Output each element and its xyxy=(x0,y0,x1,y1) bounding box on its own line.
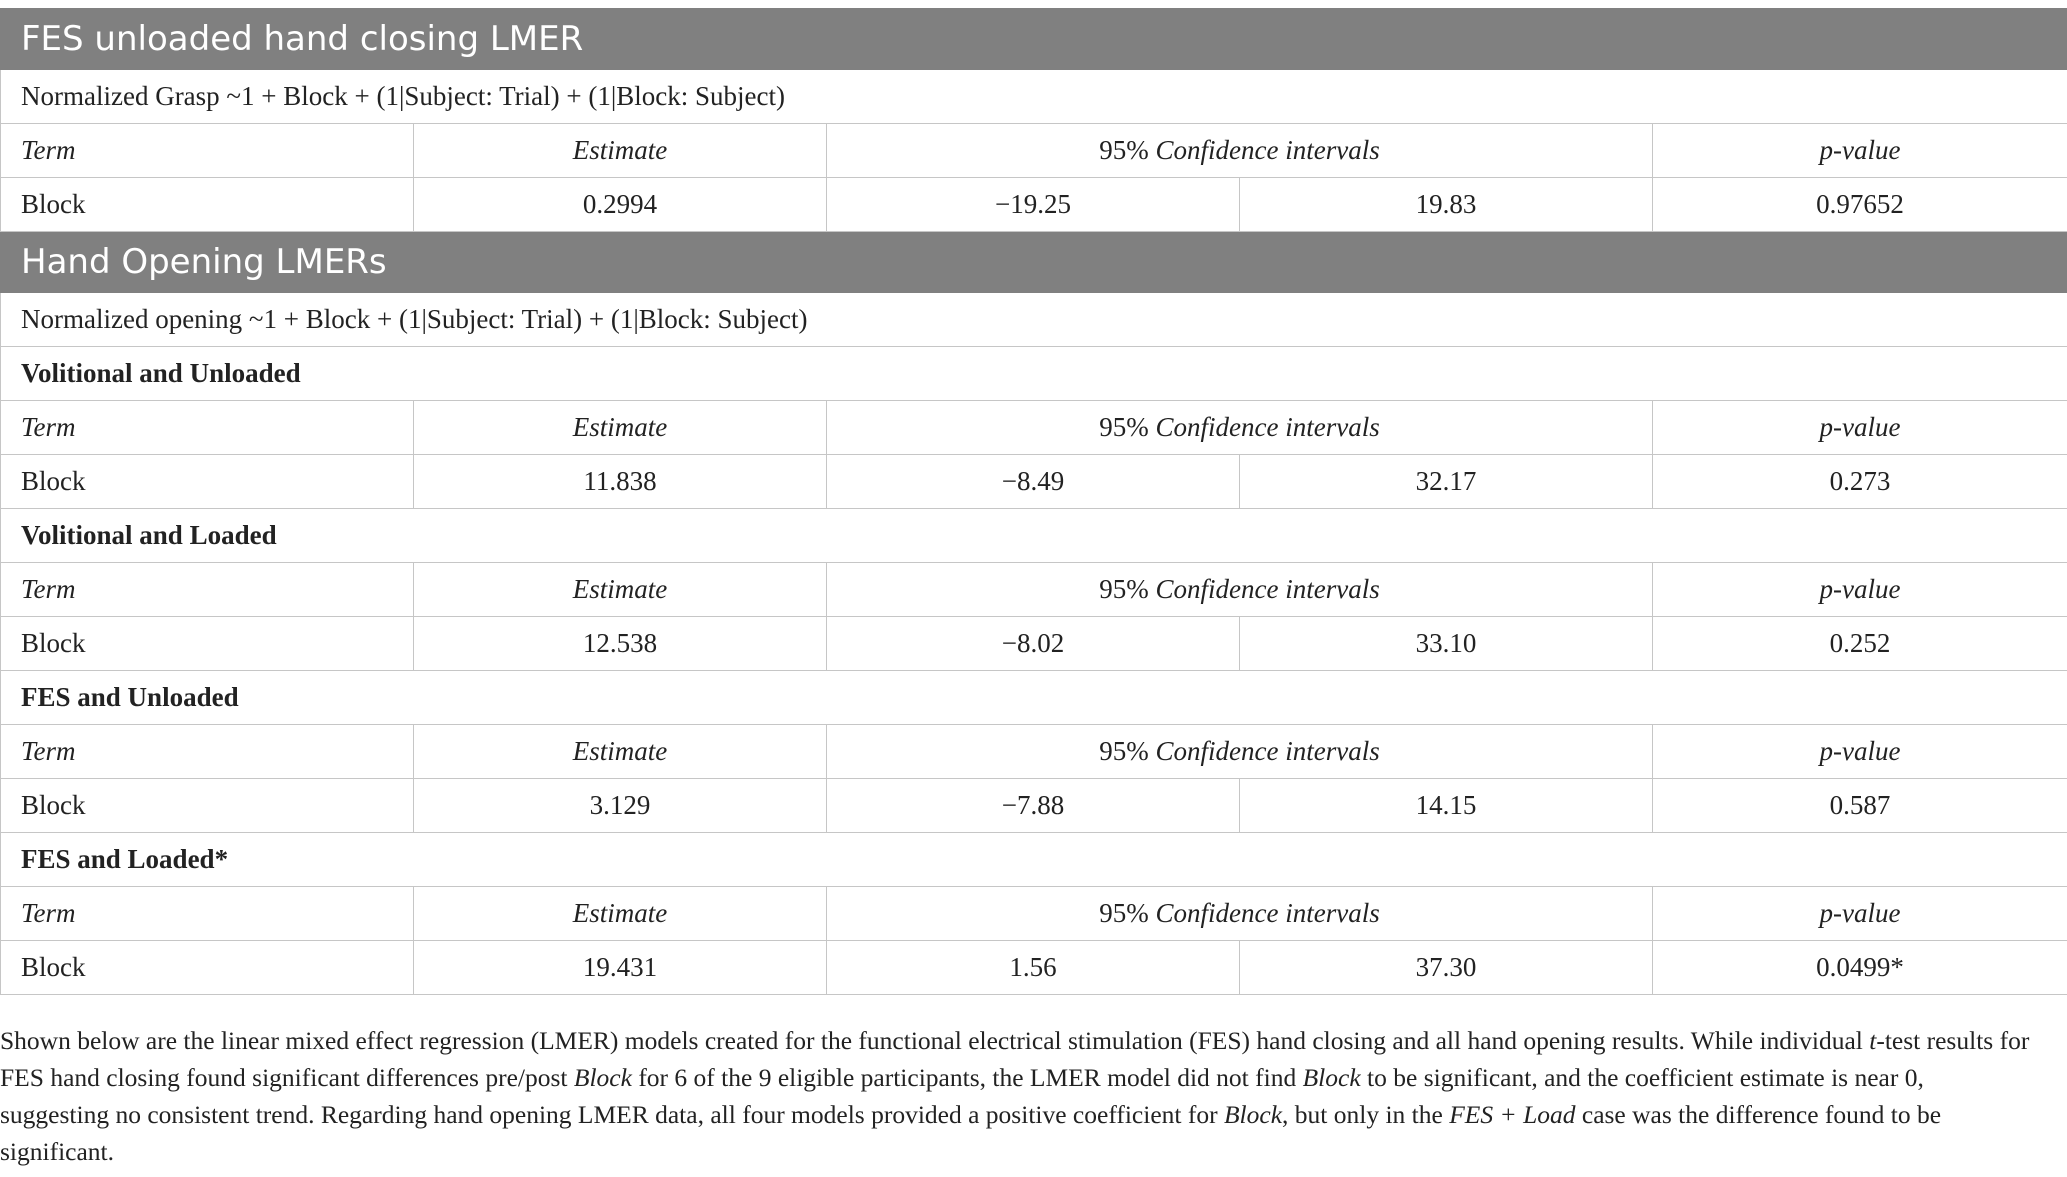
footnote-text: Shown below are the linear mixed effect regression (LMER) models created for the functional electrical stimulation (FES) hand closing and all hand opening results. While individual xyxy=(0,1026,1870,1055)
table-row xyxy=(1,455,2067,509)
table-row xyxy=(1,779,2067,833)
header-estimate: Estimate xyxy=(414,725,827,779)
section-title-opening: Hand Opening LMERs xyxy=(1,232,2067,293)
cell-ci-low: −8.02 xyxy=(827,617,1240,671)
footnote-text: for 6 of the 9 eligible participants, the LMER model did not find xyxy=(631,1063,1303,1092)
cell-pvalue: 0.0499* xyxy=(1653,941,2067,995)
cell-estimate: 12.538 xyxy=(414,617,827,671)
header-pvalue: p-value xyxy=(1653,725,2067,779)
footnote-text: to be significant, and the coefficient estimate is near 0, suggesting no consistent trend. Regarding hand opening LMER data, all four models provided a positive coefficient for xyxy=(0,1063,1924,1129)
header-row xyxy=(1,887,2067,941)
header-pvalue: p-value xyxy=(1653,124,2067,178)
header-ci-prefix: 95% xyxy=(1099,135,1156,165)
cell-pvalue: 0.252 xyxy=(1653,617,2067,671)
footnote-italic: t xyxy=(1869,1026,1877,1055)
table-row xyxy=(1,178,2067,232)
cell-term: Block xyxy=(1,455,414,509)
footnote-text: case was the difference found to be significant. xyxy=(0,1100,1942,1166)
footnote-italic: FES + Load xyxy=(1449,1100,1576,1129)
table-row xyxy=(1,617,2067,671)
header-ci-label: Confidence intervals xyxy=(1155,135,1380,165)
section-header-opening xyxy=(1,232,2067,293)
header-ci-prefix: 95% xyxy=(1099,898,1156,928)
cell-ci-low: −8.49 xyxy=(827,455,1240,509)
header-row xyxy=(1,563,2067,617)
header-pvalue: p-value xyxy=(1653,401,2067,455)
formula-row-opening xyxy=(1,293,2067,347)
cell-estimate: 11.838 xyxy=(414,455,827,509)
subgroup-label: FES and Unloaded xyxy=(1,671,2067,725)
subgroup-row xyxy=(1,347,2067,401)
header-ci-prefix: 95% xyxy=(1099,736,1156,766)
header-ci-label: Confidence intervals xyxy=(1155,898,1380,928)
cell-ci-low: 1.56 xyxy=(827,941,1240,995)
header-row xyxy=(1,124,2067,178)
cell-term: Block xyxy=(1,941,414,995)
header-ci-prefix: 95% xyxy=(1099,574,1156,604)
header-ci-prefix: 95% xyxy=(1099,412,1156,442)
cell-term: Block xyxy=(1,617,414,671)
header-row xyxy=(1,401,2067,455)
cell-pvalue: 0.587 xyxy=(1653,779,2067,833)
lmer-table-container xyxy=(0,8,2067,995)
section-header-closing xyxy=(1,9,2067,70)
header-ci xyxy=(827,124,1653,178)
cell-ci-high: 32.17 xyxy=(1240,455,1653,509)
header-estimate: Estimate xyxy=(414,401,827,455)
cell-ci-high: 33.10 xyxy=(1240,617,1653,671)
cell-pvalue: 0.273 xyxy=(1653,455,2067,509)
section-title-closing: FES unloaded hand closing LMER xyxy=(1,9,2067,70)
table-row xyxy=(1,941,2067,995)
cell-estimate: 3.129 xyxy=(414,779,827,833)
subgroup-label: Volitional and Loaded xyxy=(1,509,2067,563)
header-estimate: Estimate xyxy=(414,124,827,178)
header-ci xyxy=(827,725,1653,779)
cell-estimate: 19.431 xyxy=(414,941,827,995)
cell-ci-low: −19.25 xyxy=(827,178,1240,232)
header-term: Term xyxy=(1,401,414,455)
header-ci xyxy=(827,401,1653,455)
header-ci-label: Confidence intervals xyxy=(1155,574,1380,604)
header-term: Term xyxy=(1,124,414,178)
header-pvalue: p-value xyxy=(1653,887,2067,941)
footnote-italic: Block xyxy=(573,1063,632,1092)
footnote-text: , but only in the xyxy=(1282,1100,1450,1129)
subgroup-row xyxy=(1,509,2067,563)
header-ci xyxy=(827,563,1653,617)
lmer-table xyxy=(0,8,2067,995)
header-estimate: Estimate xyxy=(414,887,827,941)
subgroup-label: FES and Loaded* xyxy=(1,833,2067,887)
header-ci xyxy=(827,887,1653,941)
footnote-text: -test results for FES hand closing found significant differences pre/post xyxy=(0,1026,2030,1092)
cell-ci-high: 19.83 xyxy=(1240,178,1653,232)
subgroup-label: Volitional and Unloaded xyxy=(1,347,2067,401)
table-footnote xyxy=(0,1022,2030,1170)
subgroup-row xyxy=(1,671,2067,725)
header-ci-label: Confidence intervals xyxy=(1155,412,1380,442)
header-estimate: Estimate xyxy=(414,563,827,617)
footnote-italic: Block xyxy=(1302,1063,1361,1092)
footnote-italic: Block xyxy=(1223,1100,1283,1129)
formula-row-closing xyxy=(1,70,2067,124)
cell-ci-low: −7.88 xyxy=(827,779,1240,833)
header-row xyxy=(1,725,2067,779)
cell-ci-high: 37.30 xyxy=(1240,941,1653,995)
cell-term: Block xyxy=(1,178,414,232)
header-term: Term xyxy=(1,563,414,617)
subgroup-row xyxy=(1,833,2067,887)
formula-opening: Normalized opening ~1 + Block + (1|Subject: Trial) + (1|Block: Subject) xyxy=(1,293,2067,347)
cell-pvalue: 0.97652 xyxy=(1653,178,2067,232)
cell-ci-high: 14.15 xyxy=(1240,779,1653,833)
header-ci-label: Confidence intervals xyxy=(1155,736,1380,766)
cell-term: Block xyxy=(1,779,414,833)
header-term: Term xyxy=(1,887,414,941)
header-pvalue: p-value xyxy=(1653,563,2067,617)
header-term: Term xyxy=(1,725,414,779)
formula-closing: Normalized Grasp ~1 + Block + (1|Subject: Trial) + (1|Block: Subject) xyxy=(1,70,2067,124)
cell-estimate: 0.2994 xyxy=(414,178,827,232)
